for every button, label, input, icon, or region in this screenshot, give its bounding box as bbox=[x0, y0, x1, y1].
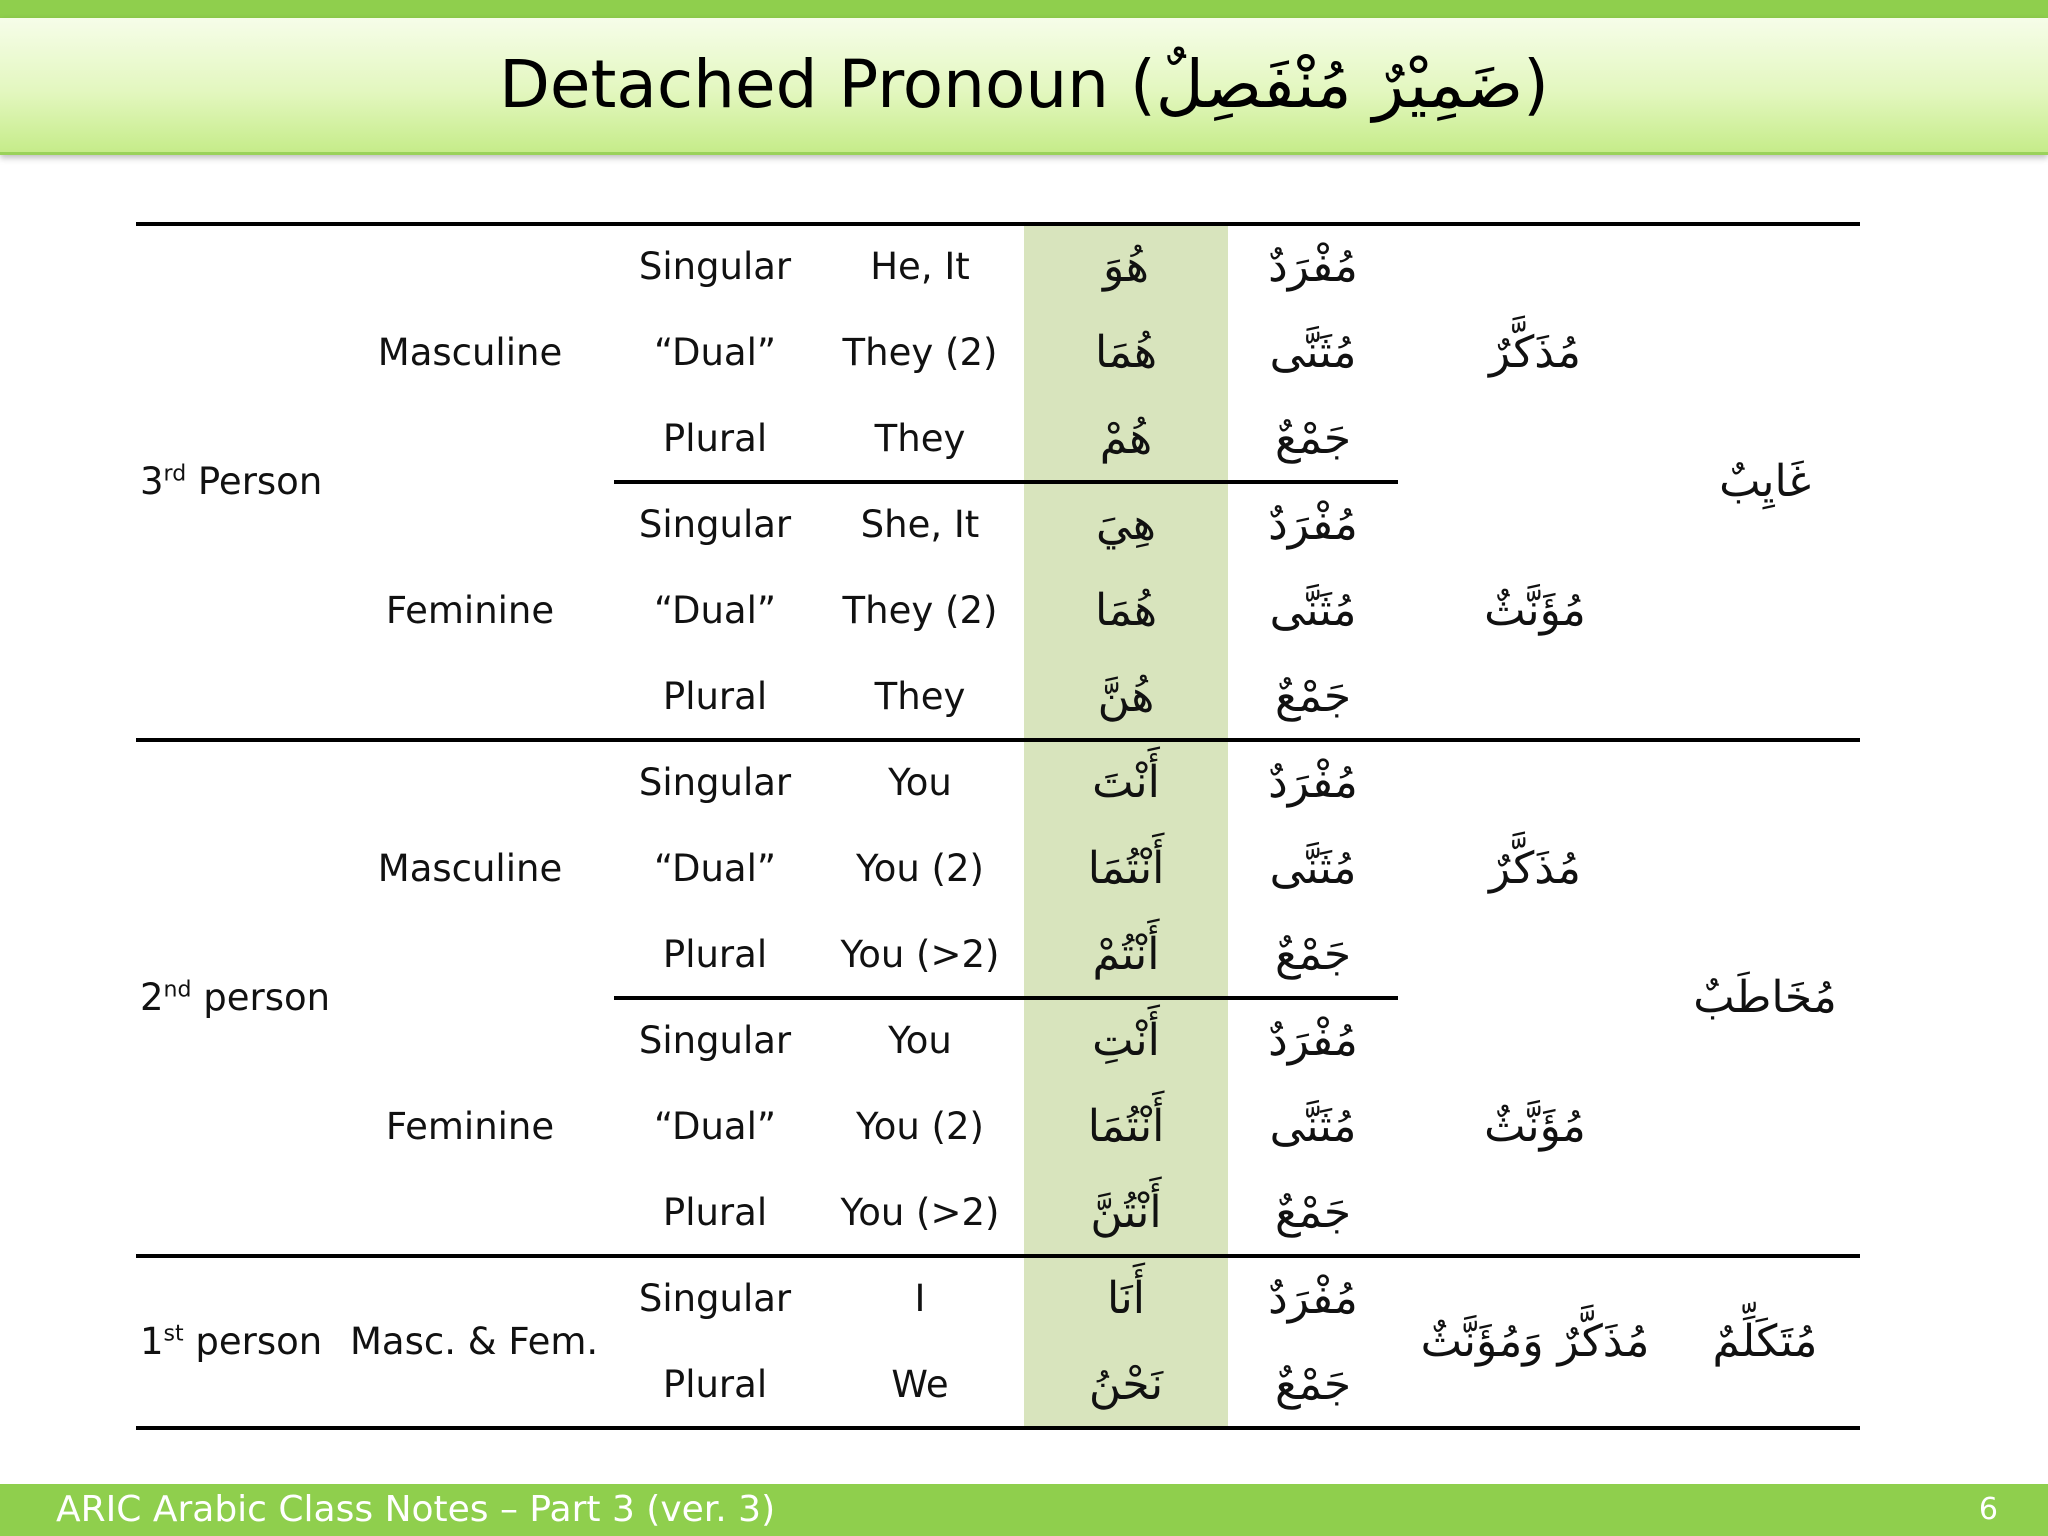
arabic-pronoun: أَنْتُمَا bbox=[1087, 1101, 1165, 1152]
gender-label: Feminine bbox=[385, 1105, 555, 1148]
number-label: “Dual” bbox=[653, 589, 777, 632]
arabic-number-label: مُفْرَدٌ bbox=[1268, 1015, 1358, 1066]
arabic-number-label: مُثَنَّى bbox=[1269, 1101, 1357, 1152]
number-label: Plural bbox=[662, 933, 768, 976]
person-number: 3 bbox=[140, 460, 164, 503]
arabic-person-label: غَايِبٌ bbox=[1719, 456, 1811, 507]
gender-label: Masc. & Fem. bbox=[350, 1320, 599, 1363]
english-meaning: You (2) bbox=[856, 847, 984, 890]
arabic-number-label: جَمْعٌ bbox=[1274, 413, 1352, 464]
title-arabic: (ضَمِيْرٌ مُنْفَصِلٌ) bbox=[1130, 46, 1549, 123]
group-divider-rule bbox=[136, 738, 1860, 742]
arabic-gender-label: مُؤَنَّثٌ bbox=[1484, 585, 1586, 636]
group-divider-rule bbox=[136, 1254, 1860, 1258]
arabic-pronoun: أَنْتُنَّ bbox=[1090, 1187, 1162, 1238]
arabic-pronoun: أَنْتُمَا bbox=[1087, 843, 1165, 894]
person-label bbox=[140, 459, 323, 505]
arabic-gender-label: مُذَكَّرٌ وَمُؤَنَّثٌ bbox=[1420, 1316, 1650, 1367]
number-label: Singular bbox=[638, 245, 792, 288]
person-ordinal-suffix: rd bbox=[163, 461, 187, 487]
person-label bbox=[140, 1319, 323, 1365]
english-meaning: He, It bbox=[870, 245, 970, 288]
gender-label: Feminine bbox=[385, 589, 555, 632]
arabic-pronoun: هُنَّ bbox=[1097, 671, 1155, 722]
title-text: Detached Pronoun bbox=[499, 46, 1110, 123]
english-meaning: They bbox=[874, 417, 966, 460]
arabic-pronoun: هُمْ bbox=[1099, 413, 1153, 464]
arabic-pronoun: أَنْتُمْ bbox=[1092, 929, 1160, 980]
arabic-person-label: مُتَكَلِّمٌ bbox=[1712, 1316, 1818, 1367]
arabic-number-label: مُثَنَّى bbox=[1269, 327, 1357, 378]
person-number: 2 bbox=[140, 976, 164, 1019]
person-word: person bbox=[183, 1320, 323, 1363]
english-meaning: You (>2) bbox=[840, 1191, 1000, 1234]
arabic-pronoun: أَنْتَ bbox=[1092, 757, 1160, 808]
arabic-pronoun: هِيَ bbox=[1096, 499, 1156, 550]
person-word: person bbox=[191, 976, 331, 1019]
number-label: “Dual” bbox=[653, 847, 777, 890]
number-label: Plural bbox=[662, 1363, 768, 1406]
number-label: Plural bbox=[662, 417, 768, 460]
person-label bbox=[140, 975, 331, 1021]
english-meaning: We bbox=[891, 1363, 949, 1406]
arabic-number-label: مُفْرَدٌ bbox=[1268, 1273, 1358, 1324]
english-meaning: You bbox=[888, 1019, 952, 1062]
gender-divider-rule bbox=[614, 996, 1398, 1000]
arabic-number-label: مُثَنَّى bbox=[1269, 843, 1357, 894]
number-label: Singular bbox=[638, 1277, 792, 1320]
arabic-pronoun: نَحْنُ bbox=[1088, 1359, 1164, 1410]
arabic-gender-label: مُذَكَّرٌ bbox=[1489, 843, 1581, 894]
arabic-gender-label: مُذَكَّرٌ bbox=[1489, 327, 1581, 378]
arabic-pronoun: هُمَا bbox=[1094, 585, 1158, 636]
arabic-number-label: مُفْرَدٌ bbox=[1268, 757, 1358, 808]
arabic-person-label: مُخَاطَبٌ bbox=[1693, 972, 1837, 1023]
arabic-number-label: مُفْرَدٌ bbox=[1268, 241, 1358, 292]
english-meaning: You bbox=[888, 761, 952, 804]
english-meaning: They (2) bbox=[842, 589, 998, 632]
english-meaning: You (>2) bbox=[840, 933, 1000, 976]
group-divider-rule bbox=[136, 1426, 1860, 1430]
arabic-gender-label: مُؤَنَّثٌ bbox=[1484, 1101, 1586, 1152]
gender-label: Masculine bbox=[377, 331, 563, 374]
arabic-pronoun: أَنْتِ bbox=[1092, 1015, 1160, 1066]
english-meaning: They bbox=[874, 675, 966, 718]
arabic-number-label: مُفْرَدٌ bbox=[1268, 499, 1358, 550]
top-accent-strip bbox=[0, 0, 2048, 18]
gender-divider-rule bbox=[614, 480, 1398, 484]
number-label: Plural bbox=[662, 675, 768, 718]
english-meaning: They (2) bbox=[842, 331, 998, 374]
arabic-number-label: مُثَنَّى bbox=[1269, 585, 1357, 636]
arabic-pronoun: هُوَ bbox=[1103, 241, 1149, 292]
number-label: “Dual” bbox=[653, 331, 777, 374]
arabic-number-label: جَمْعٌ bbox=[1274, 1359, 1352, 1410]
table-top-rule bbox=[136, 222, 1860, 226]
number-label: “Dual” bbox=[653, 1105, 777, 1148]
person-ordinal-suffix: st bbox=[163, 1321, 184, 1347]
pronoun-column-highlight bbox=[1024, 224, 1228, 1426]
number-label: Singular bbox=[638, 761, 792, 804]
gender-label: Masculine bbox=[377, 847, 563, 890]
number-label: Plural bbox=[662, 1191, 768, 1234]
arabic-number-label: جَمْعٌ bbox=[1274, 671, 1352, 722]
arabic-number-label: جَمْعٌ bbox=[1274, 1187, 1352, 1238]
english-meaning: She, It bbox=[860, 503, 980, 546]
page-number: 6 bbox=[1978, 1492, 1998, 1527]
person-number: 1 bbox=[140, 1320, 164, 1363]
person-ordinal-suffix: nd bbox=[163, 977, 192, 1003]
person-word: Person bbox=[186, 460, 323, 503]
slide-title bbox=[0, 18, 2048, 152]
number-label: Singular bbox=[638, 1019, 792, 1062]
arabic-pronoun: هُمَا bbox=[1094, 327, 1158, 378]
arabic-number-label: جَمْعٌ bbox=[1274, 929, 1352, 980]
arabic-pronoun: أَنَا bbox=[1107, 1273, 1145, 1324]
english-meaning: You (2) bbox=[856, 1105, 984, 1148]
number-label: Singular bbox=[638, 503, 792, 546]
english-meaning: I bbox=[914, 1277, 926, 1320]
footer-text: ARIC Arabic Class Notes – Part 3 (ver. 3) bbox=[56, 1489, 776, 1530]
